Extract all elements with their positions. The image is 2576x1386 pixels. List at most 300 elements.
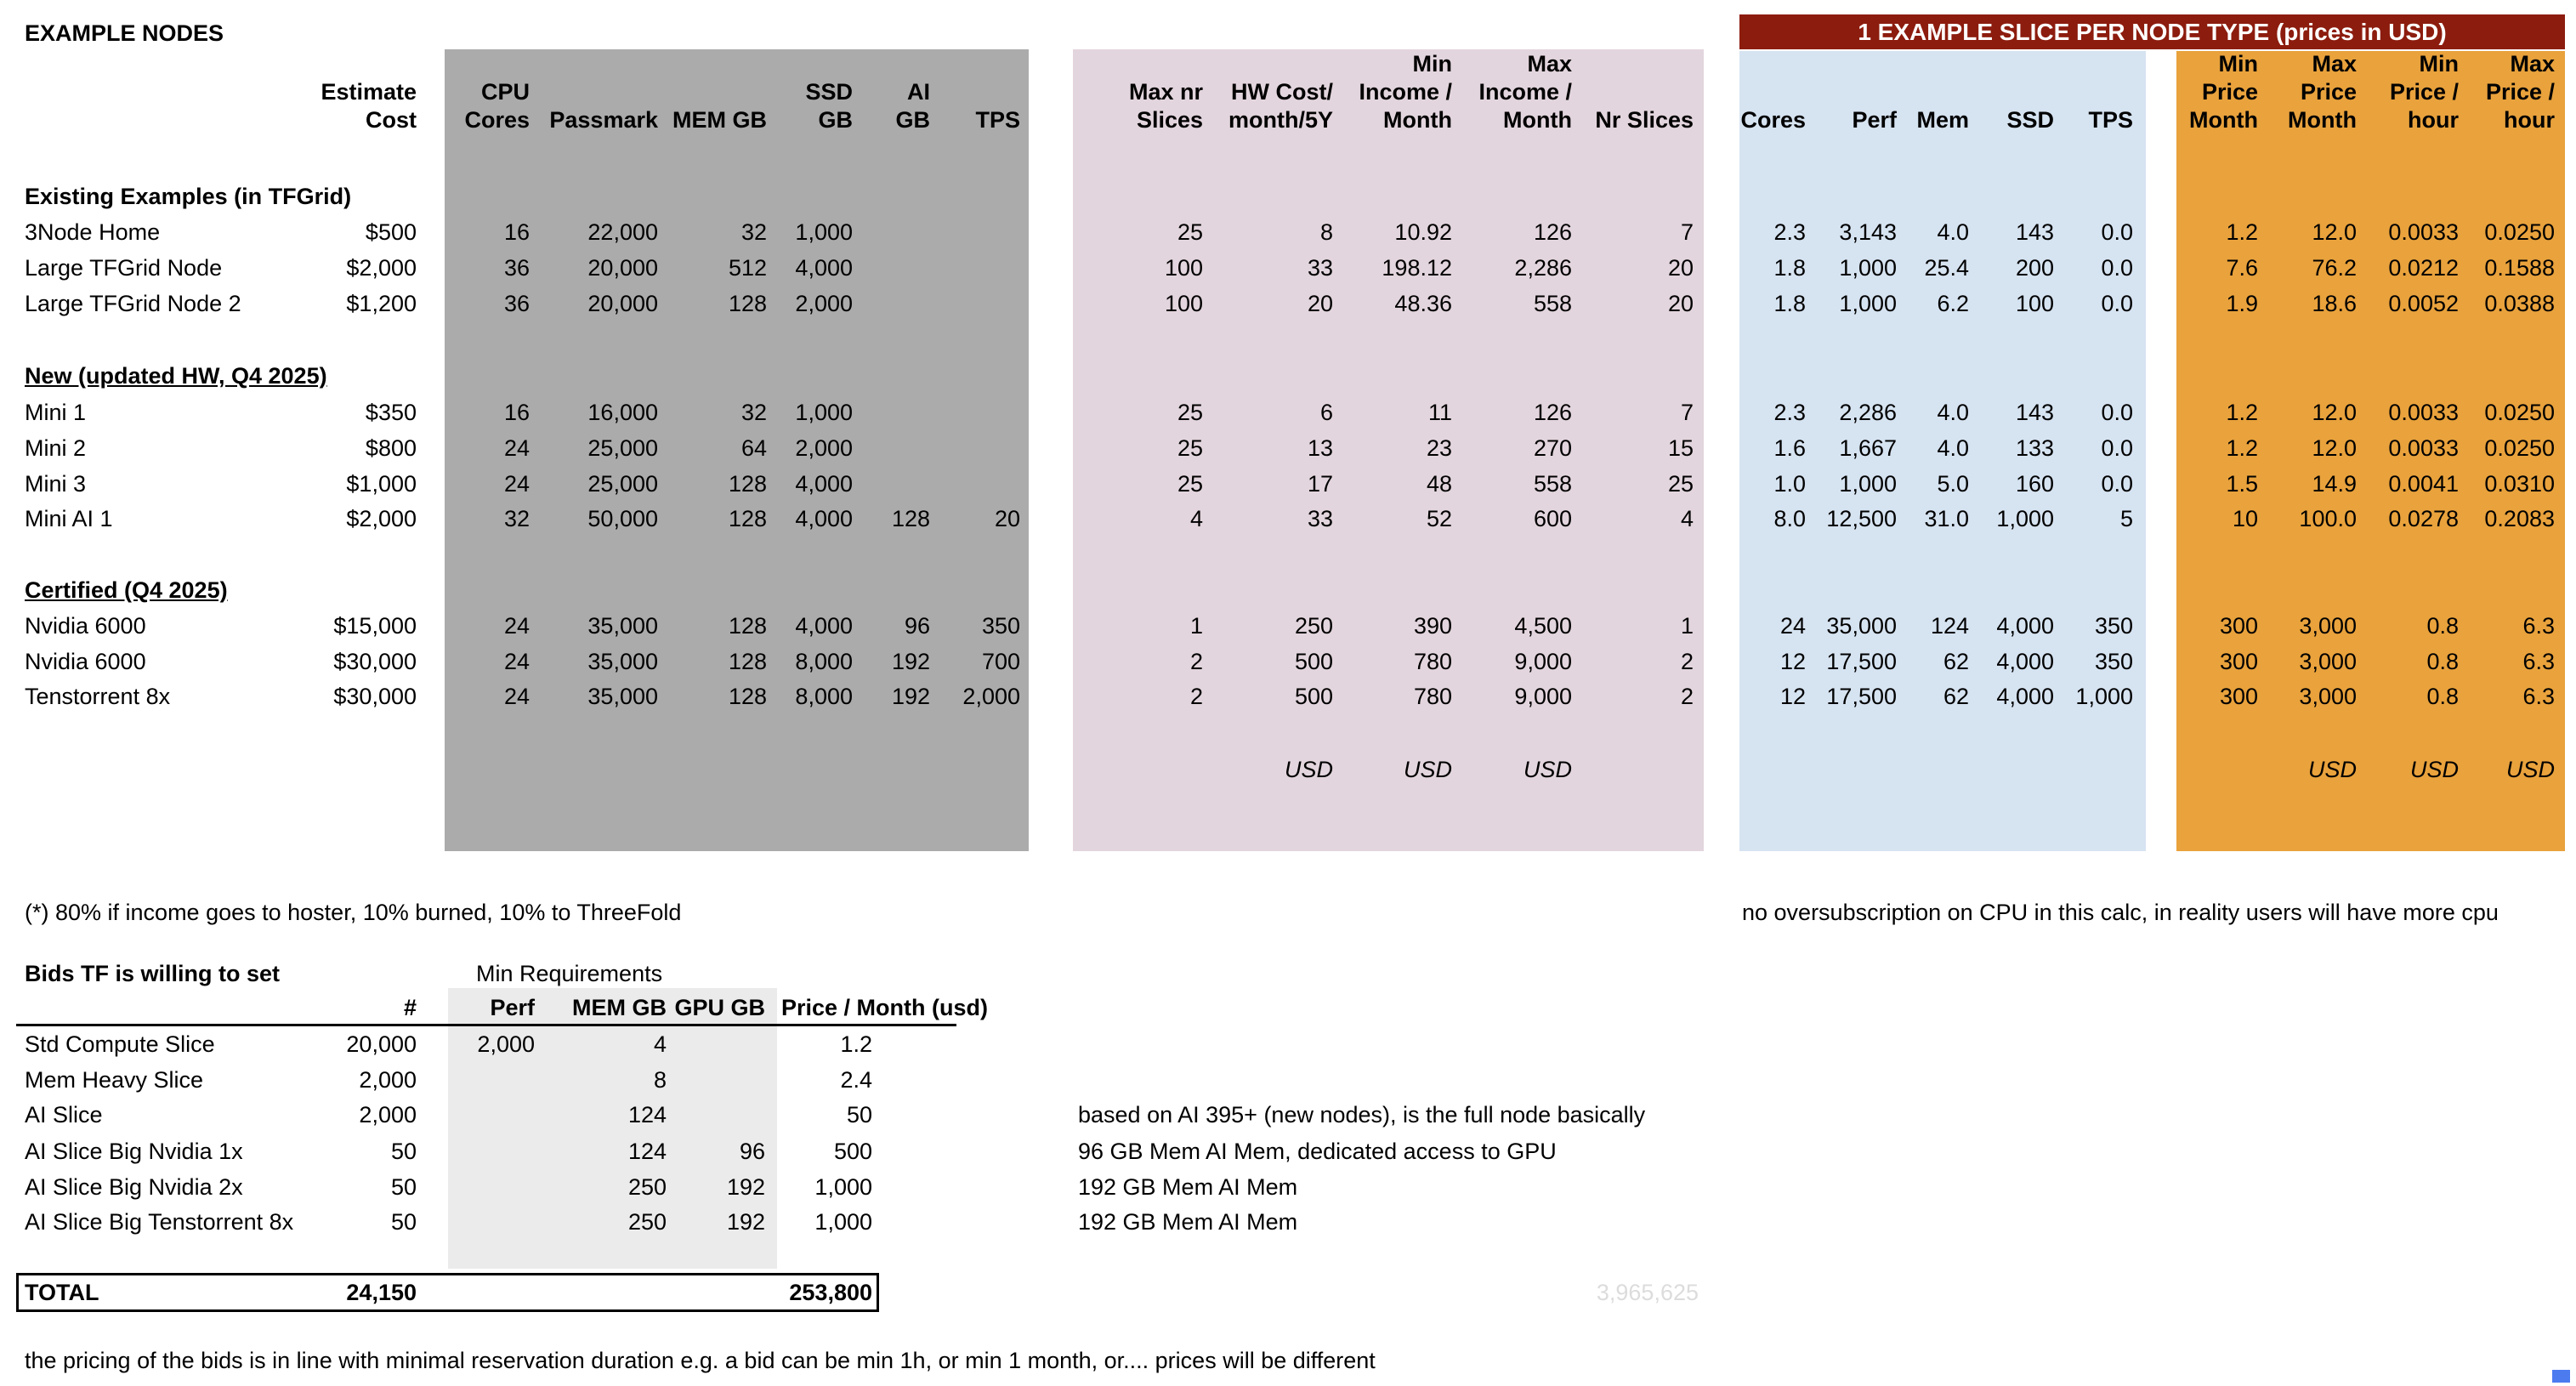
node-label[interactable]: Large TFGrid Node	[25, 255, 223, 281]
usd-label[interactable]: USD	[2307, 757, 2357, 782]
cell-tps[interactable]: 20	[994, 506, 1020, 531]
usd-units-row	[0, 756, 2576, 787]
cell-slice-cores[interactable]: 2.3	[1773, 400, 1806, 425]
cell-passmark[interactable]: 35,000	[587, 649, 658, 674]
bid-count[interactable]: 50	[390, 1174, 417, 1200]
node-label[interactable]: Large TFGrid Node 2	[25, 291, 241, 316]
node-row	[0, 648, 2576, 679]
bid-count[interactable]: 50	[390, 1139, 417, 1164]
usd-label[interactable]: USD	[2505, 757, 2555, 782]
cell-ssd-gb[interactable]: 1,000	[795, 400, 853, 425]
cell-min-price-hour[interactable]: 0.8	[2426, 649, 2459, 674]
cell-estimate-cost[interactable]: $2,000	[346, 506, 417, 531]
cell-min-price-month[interactable]: 1.2	[2226, 400, 2258, 425]
cell-nr-slices[interactable]: 1	[1680, 613, 1694, 639]
total-count[interactable]: 24,150	[346, 1280, 417, 1305]
cell-min-price-hour[interactable]: 0.8	[2426, 613, 2459, 639]
node-row	[0, 435, 2576, 465]
header-min-price-hour[interactable]: Min Price / hour	[2389, 51, 2459, 133]
cell-max-price-hour[interactable]: 6.3	[2522, 649, 2555, 674]
cell-max-price-month[interactable]: 3,000	[2299, 613, 2357, 639]
cell-min-price-month[interactable]: 300	[2219, 684, 2258, 709]
cell-min-price-month[interactable]: 1.5	[2226, 471, 2258, 497]
cell-max-price-hour[interactable]: 6.3	[2522, 684, 2555, 709]
header-ssd-gb[interactable]: SSD GB	[805, 79, 853, 133]
cell-ssd-gb[interactable]: 4,000	[795, 613, 853, 639]
cell-max-price-hour[interactable]: 0.1588	[2484, 255, 2555, 281]
cell-estimate-cost[interactable]: $1,200	[346, 291, 417, 316]
cell-max-income-month[interactable]: 558	[1533, 471, 1572, 497]
cell-max-income-month[interactable]: 558	[1533, 291, 1572, 316]
cell-slice-tps[interactable]: 0.0	[2101, 219, 2133, 245]
cell-max-price-hour[interactable]: 0.0388	[2484, 291, 2555, 316]
cell-max-nr-slices[interactable]: 25	[1177, 471, 1203, 497]
bid-mem[interactable]: 4	[653, 1031, 667, 1057]
cell-passmark[interactable]: 22,000	[587, 219, 658, 245]
cell-max-nr-slices[interactable]: 100	[1164, 255, 1203, 281]
cell-cpu-cores[interactable]: 36	[503, 291, 530, 316]
cell-ssd-gb[interactable]: 8,000	[795, 684, 853, 709]
cell-min-price-hour[interactable]: 0.0041	[2388, 471, 2459, 497]
cell-nr-slices[interactable]: 20	[1667, 255, 1694, 281]
header-estimate-cost[interactable]: Estimate Cost	[321, 79, 417, 133]
bid-row	[0, 1208, 2576, 1239]
cell-nr-slices[interactable]: 7	[1680, 219, 1694, 245]
cell-ai-gb[interactable]: 192	[891, 649, 930, 674]
cell-mem-gb[interactable]: 64	[740, 435, 767, 461]
cell-max-price-month[interactable]: 3,000	[2299, 684, 2357, 709]
cell-slice-perf[interactable]: 1,667	[1839, 435, 1897, 461]
cell-ssd-gb[interactable]: 4,000	[795, 506, 853, 531]
cell-slice-tps[interactable]: 0.0	[2101, 291, 2133, 316]
cell-ssd-gb[interactable]: 2,000	[795, 291, 853, 316]
header-tps[interactable]: TPS	[975, 107, 1020, 133]
cell-slice-ssd[interactable]: 4,000	[1996, 613, 2054, 639]
cell-min-income-month[interactable]: 48.36	[1394, 291, 1452, 316]
cell-ssd-gb[interactable]: 8,000	[795, 649, 853, 674]
header-slice-ssd[interactable]: SSD	[2006, 107, 2054, 133]
cell-slice-cores[interactable]: 1.8	[1773, 255, 1806, 281]
cell-max-price-hour[interactable]: 6.3	[2522, 613, 2555, 639]
cell-slice-cores[interactable]: 24	[1779, 613, 1806, 639]
cell-passmark[interactable]: 16,000	[587, 400, 658, 425]
cell-max-income-month[interactable]: 270	[1533, 435, 1572, 461]
cell-slice-cores[interactable]: 8.0	[1773, 506, 1806, 531]
bid-price[interactable]: 1.2	[840, 1031, 872, 1057]
cell-estimate-cost[interactable]: $350	[365, 400, 417, 425]
node-label[interactable]: Mini 1	[25, 400, 87, 425]
bid-price[interactable]: 50	[846, 1102, 872, 1128]
cell-min-price-hour[interactable]: 0.0212	[2388, 255, 2459, 281]
cell-max-price-hour[interactable]: 0.2083	[2484, 506, 2555, 531]
cell-mem-gb[interactable]: 128	[728, 506, 767, 531]
cell-nr-slices[interactable]: 7	[1680, 400, 1694, 425]
node-label[interactable]: Mini AI 1	[25, 506, 113, 531]
cell-slice-ssd[interactable]: 4,000	[1996, 684, 2054, 709]
header-bid-count[interactable]: #	[403, 995, 417, 1020]
cell-slice-tps[interactable]: 1,000	[2075, 684, 2133, 709]
cell-nr-slices[interactable]: 2	[1680, 684, 1694, 709]
cell-cpu-cores[interactable]: 24	[503, 435, 530, 461]
cell-min-price-hour[interactable]: 0.0052	[2388, 291, 2459, 316]
cell-slice-perf[interactable]: 3,143	[1839, 219, 1897, 245]
cell-max-nr-slices[interactable]: 2	[1189, 684, 1203, 709]
cell-hw-cost-month[interactable]: 250	[1294, 613, 1333, 639]
bid-label[interactable]: AI Slice Big Nvidia 1x	[25, 1139, 243, 1164]
cell-slice-cores[interactable]: 1.0	[1773, 471, 1806, 497]
cell-min-income-month[interactable]: 198.12	[1382, 255, 1452, 281]
bid-note[interactable]: 96 GB Mem AI Mem, dedicated access to GPU	[1078, 1139, 1557, 1164]
cell-slice-mem[interactable]: 31.0	[1924, 506, 1969, 531]
cell-estimate-cost[interactable]: $15,000	[333, 613, 417, 639]
header-nr-slices[interactable]: Nr Slices	[1595, 107, 1694, 133]
cell-cpu-cores[interactable]: 36	[503, 255, 530, 281]
cell-slice-perf[interactable]: 35,000	[1826, 613, 1897, 639]
cell-min-income-month[interactable]: 390	[1413, 613, 1452, 639]
cell-passmark[interactable]: 20,000	[587, 255, 658, 281]
header-min-income-month[interactable]: Min Income / Month	[1359, 51, 1452, 133]
cell-slice-cores[interactable]: 2.3	[1773, 219, 1806, 245]
cell-max-price-month[interactable]: 12.0	[2312, 219, 2357, 245]
cell-slice-perf[interactable]: 1,000	[1839, 291, 1897, 316]
node-label[interactable]: Nvidia 6000	[25, 613, 146, 639]
cell-max-nr-slices[interactable]: 25	[1177, 219, 1203, 245]
bid-label[interactable]: AI Slice	[25, 1102, 103, 1128]
bid-label[interactable]: AI Slice Big Nvidia 2x	[25, 1174, 243, 1200]
cell-max-nr-slices[interactable]: 25	[1177, 400, 1203, 425]
cell-hw-cost-month[interactable]: 6	[1319, 400, 1333, 425]
cell-max-income-month[interactable]: 9,000	[1514, 649, 1572, 674]
cell-slice-perf[interactable]: 1,000	[1839, 255, 1897, 281]
cell-nr-slices[interactable]: 20	[1667, 291, 1694, 316]
cell-slice-cores[interactable]: 1.6	[1773, 435, 1806, 461]
bid-count[interactable]: 20,000	[346, 1031, 417, 1057]
cell-min-price-hour[interactable]: 0.0033	[2388, 435, 2459, 461]
cell-max-nr-slices[interactable]: 1	[1189, 613, 1203, 639]
cell-hw-cost-month[interactable]: 20	[1307, 291, 1333, 316]
cell-min-income-month[interactable]: 780	[1413, 649, 1452, 674]
cell-min-price-month[interactable]: 1.2	[2226, 219, 2258, 245]
cell-max-price-month[interactable]: 14.9	[2312, 471, 2357, 497]
cell-estimate-cost[interactable]: $800	[365, 435, 417, 461]
header-bid-perf[interactable]: Perf	[490, 995, 535, 1020]
cell-slice-tps[interactable]: 350	[2094, 649, 2133, 674]
cell-passmark[interactable]: 35,000	[587, 613, 658, 639]
cell-min-income-month[interactable]: 48	[1426, 471, 1452, 497]
cell-mem-gb[interactable]: 128	[728, 649, 767, 674]
cell-max-price-hour[interactable]: 0.0250	[2484, 435, 2555, 461]
cell-ssd-gb[interactable]: 4,000	[795, 255, 853, 281]
header-bid-gpu[interactable]: GPU GB	[674, 995, 765, 1020]
cell-tps[interactable]: 700	[981, 649, 1020, 674]
cell-slice-perf[interactable]: 1,000	[1839, 471, 1897, 497]
cell-slice-mem[interactable]: 25.4	[1924, 255, 1969, 281]
bid-count[interactable]: 2,000	[359, 1067, 417, 1093]
cell-max-price-hour[interactable]: 0.0250	[2484, 219, 2555, 245]
bid-price[interactable]: 1,000	[814, 1209, 872, 1235]
cell-slice-tps[interactable]: 0.0	[2101, 400, 2133, 425]
cell-passmark[interactable]: 25,000	[587, 471, 658, 497]
cell-slice-cores[interactable]: 12	[1779, 649, 1806, 674]
header-ai-gb[interactable]: AI GB	[895, 79, 930, 133]
bid-price[interactable]: 2.4	[840, 1067, 872, 1093]
blue-marker-icon[interactable]	[2552, 1370, 2570, 1383]
cell-slice-mem[interactable]: 124	[1930, 613, 1969, 639]
section-header-row	[0, 183, 2576, 213]
total-ghost-value[interactable]: 3,965,625	[1596, 1280, 1699, 1305]
cell-cpu-cores[interactable]: 32	[503, 506, 530, 531]
cell-estimate-cost[interactable]: $1,000	[346, 471, 417, 497]
cell-slice-tps[interactable]: 350	[2094, 613, 2133, 639]
cell-slice-cores[interactable]: 1.8	[1773, 291, 1806, 316]
cell-slice-tps[interactable]: 0.0	[2101, 471, 2133, 497]
bid-count[interactable]: 50	[390, 1209, 417, 1235]
header-mem-gb[interactable]: MEM GB	[672, 107, 767, 133]
cell-min-income-month[interactable]: 780	[1413, 684, 1452, 709]
cell-slice-perf[interactable]: 2,286	[1839, 400, 1897, 425]
cell-hw-cost-month[interactable]: 8	[1319, 219, 1333, 245]
cell-cpu-cores[interactable]: 16	[503, 400, 530, 425]
bid-note[interactable]: 192 GB Mem AI Mem	[1078, 1209, 1298, 1235]
section-header-new[interactable]: New (updated HW, Q4 2025)	[25, 363, 327, 389]
cell-max-price-hour[interactable]: 0.0310	[2484, 471, 2555, 497]
cell-slice-tps[interactable]: 5	[2119, 506, 2133, 531]
cell-min-price-hour[interactable]: 0.8	[2426, 684, 2459, 709]
cell-max-nr-slices[interactable]: 25	[1177, 435, 1203, 461]
cell-ssd-gb[interactable]: 4,000	[795, 471, 853, 497]
cell-min-income-month[interactable]: 11	[1427, 400, 1452, 425]
cell-slice-ssd[interactable]: 160	[2015, 471, 2054, 497]
cell-max-price-month[interactable]: 12.0	[2312, 400, 2357, 425]
cell-cpu-cores[interactable]: 24	[503, 684, 530, 709]
cell-passmark[interactable]: 50,000	[587, 506, 658, 531]
cell-slice-ssd[interactable]: 200	[2015, 255, 2054, 281]
slice-banner-title[interactable]: 1 EXAMPLE SLICE PER NODE TYPE (prices in USD)	[1739, 14, 2565, 49]
cell-nr-slices[interactable]: 2	[1680, 649, 1694, 674]
total-label[interactable]: TOTAL	[25, 1280, 99, 1305]
bids-header-row	[0, 994, 2576, 1025]
bid-mem[interactable]: 250	[627, 1209, 667, 1235]
cell-tps[interactable]: 350	[981, 613, 1020, 639]
cell-min-price-hour[interactable]: 0.0033	[2388, 219, 2459, 245]
cell-mem-gb[interactable]: 128	[728, 471, 767, 497]
cell-estimate-cost[interactable]: $30,000	[333, 649, 417, 674]
header-max-income-month[interactable]: Max Income / Month	[1478, 51, 1572, 133]
node-label[interactable]: Mini 3	[25, 471, 87, 497]
cell-estimate-cost[interactable]: $30,000	[333, 684, 417, 709]
node-label[interactable]: Tenstorrent 8x	[25, 684, 171, 709]
bid-note[interactable]: based on AI 395+ (new nodes), is the full node basically	[1078, 1102, 1646, 1128]
cell-max-income-month[interactable]: 2,286	[1514, 255, 1572, 281]
header-cpu-cores[interactable]: CPU Cores	[464, 79, 530, 133]
cell-hw-cost-month[interactable]: 17	[1307, 471, 1333, 497]
cell-slice-tps[interactable]: 0.0	[2101, 255, 2133, 281]
cell-hw-cost-month[interactable]: 33	[1307, 255, 1333, 281]
bid-label[interactable]: AI Slice Big Tenstorrent 8x	[25, 1209, 294, 1235]
header-bid-price[interactable]: Price / Month (usd)	[781, 995, 988, 1020]
cell-nr-slices[interactable]: 4	[1680, 506, 1694, 531]
footnote-income-split[interactable]: (*) 80% if income goes to hoster, 10% burned, 10% to ThreeFold	[25, 900, 682, 925]
cell-mem-gb[interactable]: 512	[728, 255, 767, 281]
header-min-price-month[interactable]: Min Price Month	[2189, 51, 2258, 133]
header-max-price-hour[interactable]: Max Price / hour	[2485, 51, 2555, 133]
cell-max-price-month[interactable]: 18.6	[2312, 291, 2357, 316]
header-slice-tps[interactable]: TPS	[2088, 107, 2133, 133]
usd-label[interactable]: USD	[2409, 757, 2459, 782]
usd-label[interactable]: USD	[1523, 757, 1572, 782]
usd-label[interactable]: USD	[1403, 757, 1452, 782]
cell-slice-ssd[interactable]: 100	[2015, 291, 2054, 316]
cell-slice-tps[interactable]: 0.0	[2101, 435, 2133, 461]
node-row	[0, 290, 2576, 321]
header-bid-mem[interactable]: MEM GB	[572, 995, 667, 1020]
bid-mem[interactable]: 250	[627, 1174, 667, 1200]
bid-mem[interactable]: 8	[653, 1067, 667, 1093]
cell-max-price-month[interactable]: 12.0	[2312, 435, 2357, 461]
cell-min-price-month[interactable]: 300	[2219, 613, 2258, 639]
cell-min-price-month[interactable]: 1.9	[2226, 291, 2258, 316]
cell-tps[interactable]: 2,000	[962, 684, 1020, 709]
cell-hw-cost-month[interactable]: 33	[1307, 506, 1333, 531]
header-max-price-month[interactable]: Max Price Month	[2288, 51, 2357, 133]
cell-slice-mem[interactable]: 4.0	[1937, 400, 1969, 425]
bid-price[interactable]: 500	[833, 1139, 872, 1164]
cell-slice-ssd[interactable]: 133	[2015, 435, 2054, 461]
cell-cpu-cores[interactable]: 24	[503, 613, 530, 639]
cell-max-income-month[interactable]: 126	[1533, 400, 1572, 425]
cell-max-income-month[interactable]: 9,000	[1514, 684, 1572, 709]
bids-min-requirements-label[interactable]: Min Requirements	[476, 961, 663, 986]
bid-gpu[interactable]: 192	[726, 1174, 765, 1200]
bid-gpu[interactable]: 96	[739, 1139, 765, 1164]
bid-row	[0, 1101, 2576, 1132]
footnote-oversubscription[interactable]: no oversubscription on CPU in this calc, in reality users will have more cpu	[1742, 900, 2499, 925]
cell-max-price-hour[interactable]: 0.0250	[2484, 400, 2555, 425]
cell-max-nr-slices[interactable]: 100	[1164, 291, 1203, 316]
cell-hw-cost-month[interactable]: 500	[1294, 684, 1333, 709]
bid-label[interactable]: Std Compute Slice	[25, 1031, 215, 1057]
cell-ai-gb[interactable]: 96	[904, 613, 930, 639]
cell-min-price-month[interactable]: 1.2	[2226, 435, 2258, 461]
bid-count[interactable]: 2,000	[359, 1102, 417, 1128]
bid-mem[interactable]: 124	[627, 1102, 667, 1128]
node-row	[0, 505, 2576, 536]
cell-ssd-gb[interactable]: 1,000	[795, 219, 853, 245]
cell-slice-mem[interactable]: 62	[1943, 684, 1969, 709]
cell-slice-mem[interactable]: 5.0	[1937, 471, 1969, 497]
header-hw-cost-month[interactable]: HW Cost/ month/5Y	[1228, 79, 1333, 133]
cell-cpu-cores[interactable]: 16	[503, 219, 530, 245]
cell-mem-gb[interactable]: 32	[740, 219, 767, 245]
bid-mem[interactable]: 124	[627, 1139, 667, 1164]
cell-estimate-cost[interactable]: $500	[365, 219, 417, 245]
header-passmark[interactable]: Passmark	[549, 107, 658, 133]
cell-slice-mem[interactable]: 6.2	[1937, 291, 1969, 316]
header-slice-mem[interactable]: Mem	[1916, 107, 1969, 133]
header-slice-cores[interactable]: Cores	[1740, 107, 1806, 133]
cell-min-price-month[interactable]: 7.6	[2226, 255, 2258, 281]
cell-mem-gb[interactable]: 128	[728, 613, 767, 639]
cell-min-income-month[interactable]: 52	[1426, 506, 1452, 531]
header-max-nr-slices[interactable]: Max nr Slices	[1128, 79, 1203, 133]
node-label[interactable]: Nvidia 6000	[25, 649, 146, 674]
cell-hw-cost-month[interactable]: 13	[1307, 435, 1333, 461]
node-row	[0, 254, 2576, 285]
cell-slice-perf[interactable]: 17,500	[1826, 684, 1897, 709]
total-price[interactable]: 253,800	[789, 1280, 872, 1305]
cell-nr-slices[interactable]: 15	[1667, 435, 1694, 461]
cell-slice-ssd[interactable]: 143	[2015, 400, 2054, 425]
bid-row	[0, 1138, 2576, 1168]
cell-mem-gb[interactable]: 128	[728, 684, 767, 709]
node-row	[0, 612, 2576, 643]
cell-min-price-month[interactable]: 300	[2219, 649, 2258, 674]
cell-slice-perf[interactable]: 17,500	[1826, 649, 1897, 674]
cell-max-price-month[interactable]: 76.2	[2312, 255, 2357, 281]
bids-title[interactable]: Bids TF is willing to set	[25, 961, 281, 986]
cell-slice-mem[interactable]: 4.0	[1937, 219, 1969, 245]
cell-max-price-month[interactable]: 100.0	[2299, 506, 2357, 531]
cell-slice-mem[interactable]: 62	[1943, 649, 1969, 674]
cell-max-nr-slices[interactable]: 2	[1189, 649, 1203, 674]
cell-hw-cost-month[interactable]: 500	[1294, 649, 1333, 674]
cell-min-price-hour[interactable]: 0.0033	[2388, 400, 2459, 425]
cell-max-price-month[interactable]: 3,000	[2299, 649, 2357, 674]
cell-ssd-gb[interactable]: 2,000	[795, 435, 853, 461]
cell-slice-ssd[interactable]: 4,000	[1996, 649, 2054, 674]
cell-slice-ssd[interactable]: 1,000	[1996, 506, 2054, 531]
pricing-note[interactable]: the pricing of the bids is in line with minimal reservation duration e.g. a bid can be min 1h, or min 1 month, or.... prices will be different	[25, 1348, 1376, 1373]
cell-min-price-hour[interactable]: 0.0278	[2388, 506, 2459, 531]
bid-price[interactable]: 1,000	[814, 1174, 872, 1200]
cell-passmark[interactable]: 25,000	[587, 435, 658, 461]
bottom-note-row	[0, 1347, 2576, 1377]
cell-min-price-month[interactable]: 10	[2232, 506, 2258, 531]
cell-estimate-cost[interactable]: $2,000	[346, 255, 417, 281]
cell-mem-gb[interactable]: 128	[728, 291, 767, 316]
cell-min-income-month[interactable]: 23	[1426, 435, 1452, 461]
cell-ai-gb[interactable]: 128	[891, 506, 930, 531]
usd-label[interactable]: USD	[1284, 757, 1333, 782]
bid-gpu[interactable]: 192	[726, 1209, 765, 1235]
cell-mem-gb[interactable]: 32	[740, 400, 767, 425]
cell-passmark[interactable]: 20,000	[587, 291, 658, 316]
cell-slice-mem[interactable]: 4.0	[1937, 435, 1969, 461]
cell-max-nr-slices[interactable]: 4	[1189, 506, 1203, 531]
cell-passmark[interactable]: 35,000	[587, 684, 658, 709]
section-header-certified[interactable]: Certified (Q4 2025)	[25, 577, 228, 603]
cell-cpu-cores[interactable]: 24	[503, 471, 530, 497]
cell-cpu-cores[interactable]: 24	[503, 649, 530, 674]
cell-slice-ssd[interactable]: 143	[2015, 219, 2054, 245]
cell-nr-slices[interactable]: 25	[1667, 471, 1694, 497]
page-title[interactable]: EXAMPLE NODES	[25, 20, 224, 46]
cell-max-income-month[interactable]: 126	[1533, 219, 1572, 245]
cell-max-income-month[interactable]: 4,500	[1514, 613, 1572, 639]
bid-perf[interactable]: 2,000	[477, 1031, 535, 1057]
cell-min-income-month[interactable]: 10.92	[1394, 219, 1452, 245]
node-label[interactable]: 3Node Home	[25, 219, 161, 245]
header-slice-perf[interactable]: Perf	[1852, 107, 1897, 133]
cell-max-income-month[interactable]: 600	[1533, 506, 1572, 531]
bid-note[interactable]: 192 GB Mem AI Mem	[1078, 1174, 1298, 1200]
bid-label[interactable]: Mem Heavy Slice	[25, 1067, 204, 1093]
cell-slice-cores[interactable]: 12	[1779, 684, 1806, 709]
cell-ai-gb[interactable]: 192	[891, 684, 930, 709]
cell-slice-perf[interactable]: 12,500	[1826, 506, 1897, 531]
node-label[interactable]: Mini 2	[25, 435, 87, 461]
section-header-existing[interactable]: Existing Examples (in TFGrid)	[25, 184, 352, 209]
